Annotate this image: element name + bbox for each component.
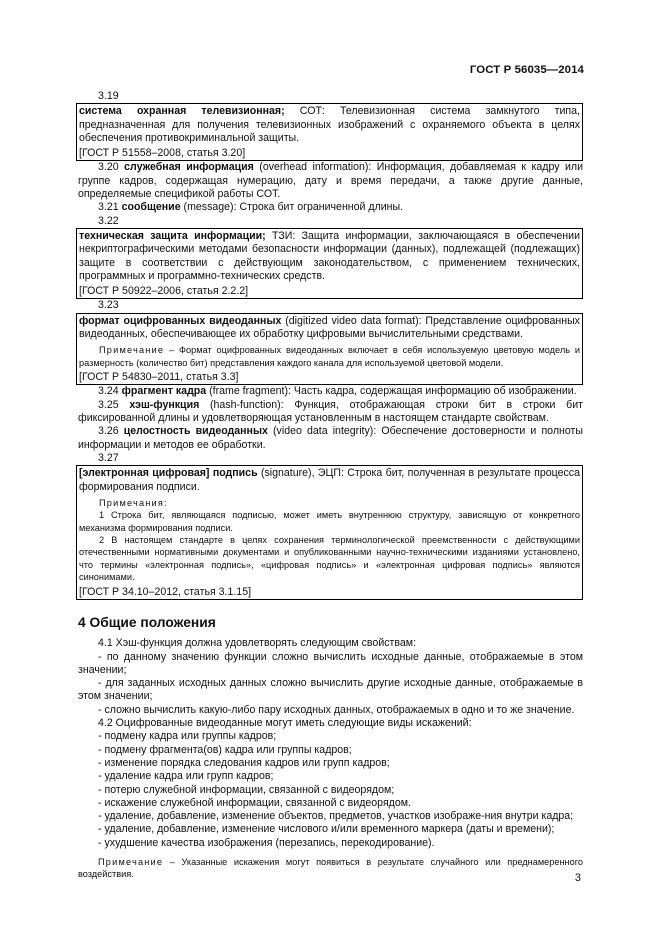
term-number: 3.20 bbox=[98, 161, 119, 174]
term-box bbox=[76, 313, 583, 386]
term-number: 3.25 bbox=[98, 398, 119, 411]
note-text: – Формат оцифрованных видеоданных включает в себя используемую цветовую модель и размерность (количество бит) представления каждого канала для используемой цветовой модели. bbox=[79, 345, 580, 368]
term-number: 3.19 bbox=[98, 90, 119, 102]
list-item: - потерю служебной информации, связанной с видеорядом; bbox=[98, 783, 395, 796]
term-definition bbox=[78, 385, 583, 398]
list-item: - подмену фрагмента(ов) кадра или группы кадров; bbox=[98, 743, 352, 756]
list-item: - искажение служебной информации, связанной с видеорядом. bbox=[98, 796, 411, 809]
term-number: 3.21 bbox=[98, 201, 119, 214]
list-item: - удаление, добавление, изменение объектов, предметов, участков изображе-ния внутри кадра; bbox=[98, 810, 574, 823]
term-reference: [ГОСТ Р 50922–2006, статья 2.2.2] bbox=[79, 285, 249, 298]
term-number: 3.24 bbox=[98, 385, 119, 398]
term-reference: [ГОСТ Р 34.10–2012, статья 3.1.15] bbox=[79, 585, 252, 598]
section-title: 4 Общие положения bbox=[78, 614, 216, 630]
term-definition bbox=[78, 399, 583, 426]
term-abbreviation: ТЗИ: bbox=[265, 229, 296, 242]
term-text: Защита информации, заключающаяся в обеспечении некриптографическими методами безопасности информации (данных), подлежащей (подлежащих) защите в соответствии с действующим законодательством, с применением технических, программных и программно-технических средств. bbox=[79, 229, 580, 282]
term-text: (digitized video data format): Представление оцифрованных видеоданных, обеспечивающее их обработку цифровыми вычислительными средствами. bbox=[79, 314, 580, 341]
term-name: служебная информация bbox=[124, 161, 254, 174]
term-text: (signature), ЭЦП: Строка бит, полученная в результате процесса формирования подписи. bbox=[79, 467, 580, 493]
term-number: 3.23 bbox=[98, 299, 119, 312]
term-number: 3.27 bbox=[98, 451, 119, 464]
term-definition bbox=[79, 315, 580, 342]
term-name: фрагмент кадра bbox=[121, 385, 207, 398]
section-note bbox=[78, 856, 583, 881]
term-text: (message): Строка бит ограниченной длины. bbox=[180, 201, 404, 214]
term-reference: [ГОСТ Р 54830–2011, статья 3.3] bbox=[79, 371, 239, 384]
term-name: техническая защита информации; bbox=[79, 229, 266, 242]
standard-number: ГОСТ Р 56035—2014 bbox=[469, 64, 584, 76]
list-item: - сложно вычислить какую-либо пару исходных данных, отображаемых в одно и то же значение. bbox=[98, 703, 575, 716]
page-number: 3 bbox=[574, 872, 581, 884]
term-number: 3.22 bbox=[98, 214, 119, 227]
list-item: - изменение порядка следования кадров или групп кадров; bbox=[98, 756, 390, 769]
term-box bbox=[76, 228, 583, 299]
notes-label: Примечания: bbox=[99, 497, 168, 508]
term-text: (overhead information): Информация, добавляемая к кадру или группе кадров, содержащая нумерацию, дату и время передачи, а также другие данные, определяемые спецификой работы СОТ. bbox=[78, 161, 583, 201]
list-item: - удаление, добавление, изменение числового и/или временного маркера (даты и времени); bbox=[98, 823, 555, 836]
term-name: формат оцифрованных видеоданных bbox=[79, 314, 282, 327]
term-note bbox=[79, 344, 580, 369]
term-number: 3.26 bbox=[98, 425, 119, 438]
term-box bbox=[76, 465, 583, 600]
note-label: Примечание bbox=[99, 345, 165, 356]
clause-4-2: 4.2 Оцифрованные видеоданные могут иметь следующие виды искажений: bbox=[98, 717, 472, 730]
term-definition bbox=[79, 230, 580, 283]
term-name: целостность видеоданных bbox=[123, 425, 268, 438]
note-text: – Указанные искажения могут появиться в результате случайного или преднамеренного воздействия. bbox=[78, 857, 583, 880]
term-name: [электронная цифровая] подпись bbox=[79, 467, 258, 480]
list-item: - для заданных исходных данных сложно вычислить другие исходные данные, отображаемые в этом значении; bbox=[78, 677, 583, 703]
term-definition bbox=[78, 161, 583, 201]
term-text: (hash-function): Функция, отображающая строки бит в строки бит фиксированной длины и удовлетворяющая установленным в настоящем стандарте свойствам. bbox=[78, 398, 583, 425]
term-definition bbox=[79, 467, 580, 494]
term-abbreviation: СОТ: bbox=[284, 105, 325, 118]
term-definition bbox=[79, 105, 580, 145]
page-content bbox=[78, 90, 583, 881]
list-item: - подмену кадра или группы кадров; bbox=[98, 730, 277, 743]
term-definition bbox=[78, 425, 583, 452]
term-definition bbox=[78, 201, 583, 214]
list-item: - по данному значению функции сложно вычислить исходные данные, отображаемые в этом значении; bbox=[78, 650, 583, 676]
term-text: Телевизионная система замкнутого типа, предназначенная для получения телевизионных изображений с охраняемого объекта в целях обеспечения противокриминальной защиты. bbox=[79, 105, 581, 144]
clause-4-1: 4.1 Хэш-функция должна удовлетворять следующим свойствам: bbox=[98, 637, 417, 650]
note-label: Примечание bbox=[98, 857, 164, 868]
term-name: система охранная телевизионная; bbox=[79, 105, 285, 118]
term-name: хэш-функция bbox=[129, 398, 200, 411]
term-text: (frame fragment): Часть кадра, содержащая информацию об изображении. bbox=[206, 385, 577, 398]
term-name: сообщение bbox=[121, 201, 181, 214]
term-box bbox=[76, 103, 583, 161]
list-item: - ухудшение качества изображения (перезапись, перекодирование). bbox=[98, 836, 435, 849]
term-note-1: 1 Строка бит, являющаяся подписью, может иметь внутреннюю структуру, зависящую от конкретного механизма формирования подписи. bbox=[79, 510, 580, 533]
term-text: (video data integrity): Обеспечение достоверности и полноты информации и методов ее обработки. bbox=[78, 425, 583, 451]
term-note-2: 2 В настоящем стандарте в целях сохранения терминологической преемственности с действующими отечественными нормативными документами и опубликованными научно-техническими изданиями установлено, что термины «электронная подпись», «цифровая подпись» и «электронная цифровая подпись» являются синонимами. bbox=[79, 535, 580, 583]
list-item: - удаление кадра или групп кадров; bbox=[98, 770, 274, 783]
term-reference: [ГОСТ Р 51558–2008, статья 3.20] bbox=[79, 147, 246, 160]
